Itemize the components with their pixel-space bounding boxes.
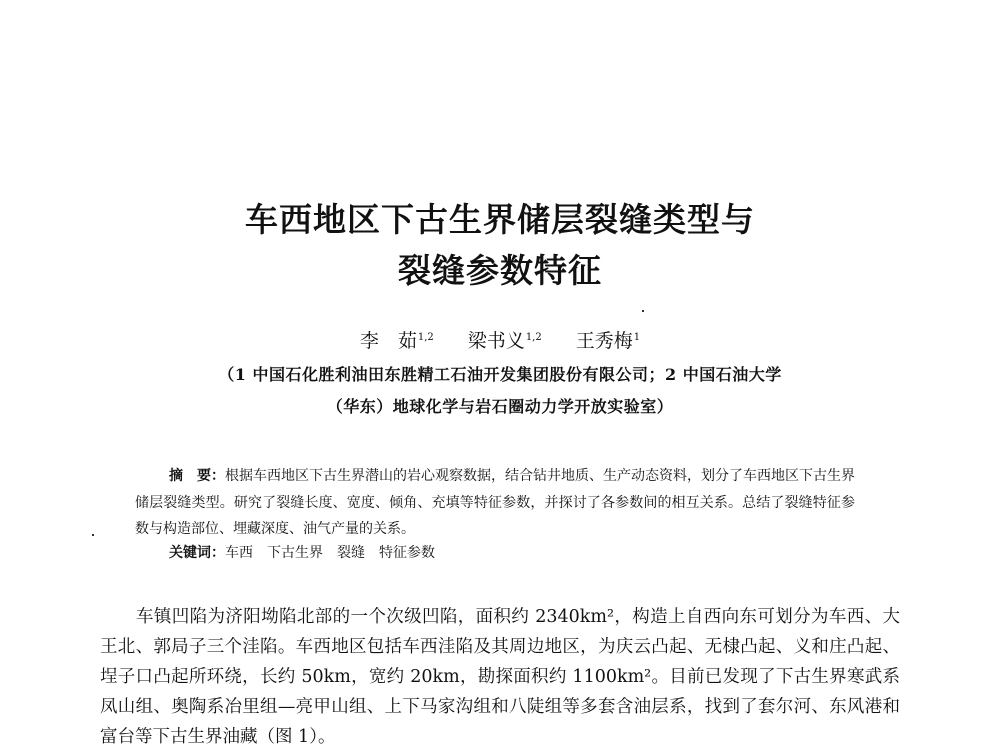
author-list	[0, 326, 1000, 353]
scan-speck	[92, 534, 94, 536]
body-text	[100, 602, 900, 752]
body-paragraph: 车镇凹陷为济阳坳陷北部的一个次级凹陷，面积约 2340km²，构造上自西向东可划分为车西、大王北、郭局子三个洼陷。车西地区包括车西洼陷及其周边地区，为庆云凸起、无棣凸起、义和庄凸起、埕子口凸起所环绕，长约 50km，宽约 20km，勘探面积约 1100km²。目前已发现了下古生界寒武系凤山组、奥陶系冶里组—亮甲山组、上下马家沟组和八陡组等多套含油层系，找到了套尔河、东风港和富台等下古生界油藏（图 1）。	[100, 607, 900, 747]
abstract	[135, 463, 855, 543]
author	[468, 326, 542, 353]
author-name: 王秀梅	[575, 330, 633, 352]
abstract-paragraph	[135, 463, 855, 543]
abstract-text: 根据车西地区下古生界潜山的岩心观察数据，结合钻井地质、生产动态资料，划分了车西地区下古生界储层裂缝类型。研究了裂缝长度、宽度、倾角、充填等特征参数，并探讨了各参数间的相互关系。总结了裂缝特征参数与构造部位、埋藏深度、油气产量的关系。	[135, 468, 855, 537]
keywords	[169, 542, 869, 562]
author-affil-mark: 1,2	[417, 331, 434, 343]
scan-speck	[642, 310, 644, 312]
paper-title-line-1: 车西地区下古生界储层裂缝类型与	[245, 200, 755, 239]
abstract-label: 摘 要：	[169, 468, 225, 484]
keywords-label: 关键词：	[169, 545, 225, 561]
paper-title-line-2: 裂缝参数特征	[398, 251, 602, 290]
keyword: 特征参数	[379, 545, 435, 561]
author	[360, 326, 434, 353]
author	[576, 326, 640, 353]
keyword: 裂缝	[337, 545, 365, 561]
keyword: 下古生界	[267, 545, 323, 561]
author-affil-mark: 1	[633, 331, 641, 343]
author-name: 梁书义	[467, 330, 525, 352]
author-affil-mark: 1,2	[525, 331, 542, 343]
affiliation-line-1: （1 中国石化胜利油田东胜精工石油开发集团股份有限公司；2 中国石油大学	[218, 365, 782, 384]
author-name: 李 茹	[359, 330, 417, 352]
keyword: 车西	[225, 545, 253, 561]
affiliation-line-2: （华东）地球化学与岩石圈动力学开放实验室）	[326, 397, 674, 416]
